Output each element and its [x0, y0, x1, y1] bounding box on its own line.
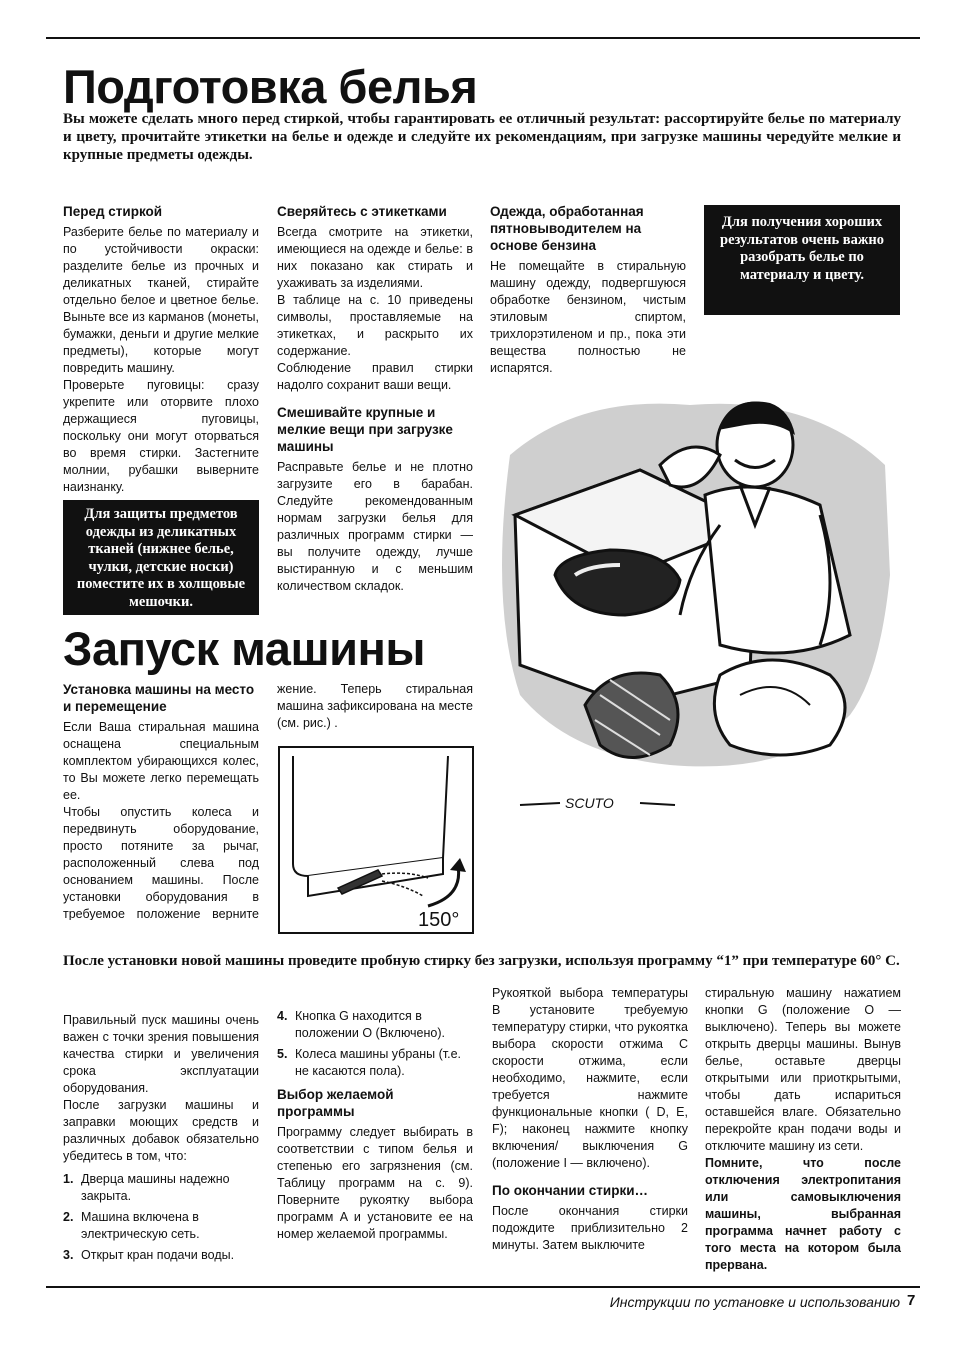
- section-title-start: Запуск машины: [63, 622, 426, 675]
- item-number: 5.: [277, 1047, 288, 1061]
- paragraph: Программу следует выбирать в соответствии с типом белья и степенью его загрязнения (см. Таблицу программ на с. 9). Поверните рукоятку выбора программ A и установите ее на номер желаемой программы.: [277, 1125, 473, 1241]
- item-text: Кнопка G находится в положении O (Включено).: [295, 1009, 445, 1040]
- paragraph: Чтобы опустить колеса и передвинуть оборудование, просто потяните за рычаг, расположенный слева под основанием машины. После установки оборудования в требуемое положение верните: [63, 805, 259, 920]
- column-start-3: [492, 985, 688, 1254]
- column-labels: [277, 203, 473, 595]
- paragraph: Всегда смотрите на этикетки, имеющиеся на одежде и белье: в них показано как стирать и ухаживать за изделиями.: [277, 225, 473, 290]
- column-start-1: [63, 1012, 259, 1268]
- item-number: 3.: [63, 1248, 74, 1262]
- item-number: 1.: [63, 1172, 74, 1186]
- heading-labels: Сверяйтесь с этикетками: [277, 204, 447, 219]
- section-title-prep: Подготовка белья: [63, 60, 478, 113]
- list-item: [63, 1247, 259, 1264]
- column-petrol: [490, 203, 686, 377]
- list-item: [277, 1008, 473, 1042]
- paragraph: жение. Теперь стиральная машина зафиксирована на месте (см. рис.) .: [277, 682, 473, 730]
- column-before-washing: [63, 203, 259, 496]
- item-text: Колеса машины убраны (т.е. не касаются пола).: [295, 1047, 462, 1078]
- checklist: [63, 1171, 259, 1264]
- illustration-signature: SCUTO: [565, 795, 614, 811]
- paragraph: Проверьте пуговицы: сразу укрепите или оторвите плохо держащиеся пуговицы, поскольку они могут оторваться во время стирки. Застегните молнии, рубашки выверните наизнанку.: [63, 378, 259, 494]
- item-text: Машина включена в электрическую сеть.: [81, 1210, 200, 1241]
- list-item: [63, 1171, 259, 1205]
- item-text: Открыт кран подачи воды.: [81, 1248, 235, 1262]
- intro-paragraph: Вы можете сделать много перед стиркой, чтобы гарантировать ее отличный результат: рассортируйте белье по материалу и цвету, прочитайте этикетки на белье и одежде и следуйте их рекомендациям, при загрузке машины чередуйте мелкие и крупные предметы одежды.: [63, 111, 901, 163]
- bottom-rule: [46, 1286, 920, 1288]
- heading-before-washing: Перед стиркой: [63, 204, 163, 219]
- heading-program: Выбор желаемой программы: [277, 1087, 394, 1119]
- paragraph: Правильный пуск машины очень важен с точки зрения повышения качества стирки и увеличения срока эксплуатации оборудования.: [63, 1013, 259, 1095]
- item-number: 2.: [63, 1210, 74, 1224]
- paragraph: После загрузки машины и заправки моющих средств и различных добавок обязательно убедитесь в том, что:: [63, 1098, 259, 1163]
- callout-sort: Для получения хороших результатов очень важно разобрать белье по материалу и цвету.: [704, 205, 900, 315]
- heading-mix: Смешивайте крупные и мелкие вещи при загрузке машины: [277, 405, 453, 454]
- wheels-lever-figure: [278, 746, 474, 934]
- paragraph: В таблице на с. 10 приведены символы, проставляемые на этикетках, и раскрыто их содержание.: [277, 293, 473, 358]
- figure-angle-label: 150°: [418, 909, 460, 931]
- paragraph: Расправьте белье и не плотно загрузите его в барабан. Следуйте рекомендованным нормам загрузки белья для различных программ стирки — вы получите одежду, лучше выстиранную и с меньшим количеством складок.: [277, 460, 473, 593]
- column-start-2: [277, 1008, 473, 1243]
- test-wash-note: После установки новой машины проведите пробную стирку без загрузки, используя программу “1” при температуре 60° С.: [63, 953, 900, 969]
- column-install: [63, 681, 259, 920]
- item-number: 4.: [277, 1009, 288, 1023]
- paragraph: стиральную машину нажатием кнопки G (положение O — выключено). Теперь вы можете открыть дверцы машины. Вынув белье, оставьте дверцы открытыми или приоткрытыми, чтобы дать испариться оставшейся влаге. Обязательно перекройте кран подачи воды и отключите машину из сети.: [705, 986, 901, 1153]
- paragraph: Если Ваша стиральная машина оснащена специальным комплектом убирающихся колес, то Вы можете легко перемещать ее.: [63, 720, 259, 802]
- paragraph: После окончания стирки подождите приблизительно 2 минуты. Затем выключите: [492, 1204, 688, 1252]
- callout-delicate: Для защиты предметов одежды из деликатных тканей (нижнее белье, чулки, детские носки) поместите их в холщовые мешочки.: [63, 500, 259, 615]
- column-install-cont: [277, 681, 473, 732]
- column-start-4: [705, 985, 901, 1274]
- heading-petrol: Одежда, обработанная пятновыводителем на основе бензина: [490, 204, 644, 253]
- page-number: 7: [907, 1292, 916, 1309]
- heading-install: Установка машины на место и перемещение: [63, 682, 255, 714]
- paragraph: Не помещайте в стиральную машину одежду, подвергшуюся обработке бензином, чистым этиловым спиртом, трихлорэтиленом и пр., пока эти вещества полностью не испарятся.: [490, 259, 686, 375]
- top-rule: [46, 37, 920, 39]
- checklist: [277, 1008, 473, 1080]
- paragraph: Рукояткой выбора температуры B установите требуемую температуру стирки, что рукоятка выбора скорости отжима C скорости отжима, если необходимо, нажмите, если требуется нажмите функциональные кнопки ( D, E, F); наконец нажмите кнопку включения/ выключения G (положение I — включено).: [492, 986, 688, 1170]
- paragraph: Разберите белье по материалу и по устойчивости окраски: разделите белье из прочных и деликатных тканей, стирайте отдельно белое и цветное белье. Выньте все из карманов (монеты, бумажки, деньги и другие мелкие предметы), которые могут повредить машину.: [63, 225, 259, 375]
- washing-machine-illustration: [490, 375, 900, 815]
- item-text: Дверца машины надежно закрыта.: [81, 1172, 230, 1203]
- heading-after-wash: По окончании стирки…: [492, 1183, 648, 1198]
- list-item: [277, 1046, 473, 1080]
- list-item: [63, 1209, 259, 1243]
- footer-text: Инструкции по установке и использованию: [609, 1294, 900, 1310]
- warning-paragraph: Помните, что после отключения электропитания или самовыключения машины, выбранная программа начнет работу с того места на котором была прервана.: [705, 1156, 901, 1272]
- paragraph: Соблюдение правил стирки надолго сохранит ваши вещи.: [277, 361, 473, 392]
